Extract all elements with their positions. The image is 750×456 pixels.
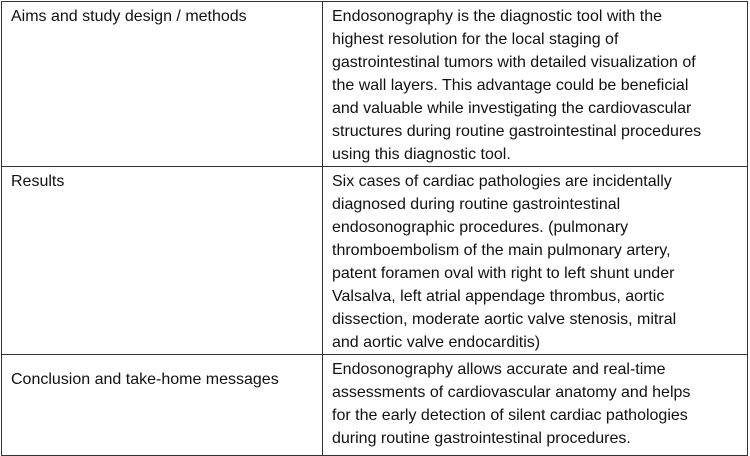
row-label: Results [2, 167, 323, 355]
summary-table [1, 1, 748, 456]
text-line: during routine gastrointestinal procedures. [332, 430, 631, 447]
text-line: thromboembolism of the main pulmonary artery, [332, 242, 671, 259]
row-label-text: Conclusion and take-home messages [11, 371, 279, 388]
text-line: Six cases of cardiac pathologies are incidentally [332, 173, 672, 190]
text-line: gastrointestinal tumors with detailed visualization of [332, 54, 696, 71]
text-line: structures during routine gastrointestinal procedures [332, 123, 702, 140]
text-line: the wall layers. This advantage could be beneficial [332, 77, 689, 94]
text-line: Valsalva, left atrial appendage thrombus, aortic [332, 288, 665, 305]
row-content [323, 2, 748, 167]
table-row-aims [2, 2, 748, 167]
text-line: dissection, moderate aortic valve stenosis, mitral [332, 311, 677, 328]
text-line: assessments of cardiovascular anatomy and helps [332, 384, 691, 401]
text-line: for the early detection of silent cardiac pathologies [332, 407, 688, 424]
text-line: endosonographic procedures. (pulmonary [332, 219, 629, 236]
text-line: using this diagnostic tool. [332, 146, 511, 163]
row-label [2, 355, 323, 456]
row-content [323, 167, 748, 355]
text-line: diagnosed during routine gastrointestinal [332, 196, 621, 213]
text-line: and valuable while investigating the cardiovascular [332, 100, 692, 117]
text-line: Endosonography allows accurate and real-time [332, 361, 666, 378]
text-line: highest resolution for the local staging of [332, 31, 619, 48]
row-label: Aims and study design / methods [2, 2, 323, 167]
text-line: patent foramen oval with right to left shunt under [332, 265, 675, 282]
table-row-results [2, 167, 748, 355]
text-line: and aortic valve endocarditis) [332, 334, 541, 351]
text-line: Endosonography is the diagnostic tool with the [332, 8, 662, 25]
table-row-conclusion [2, 355, 748, 456]
row-content [323, 355, 748, 456]
